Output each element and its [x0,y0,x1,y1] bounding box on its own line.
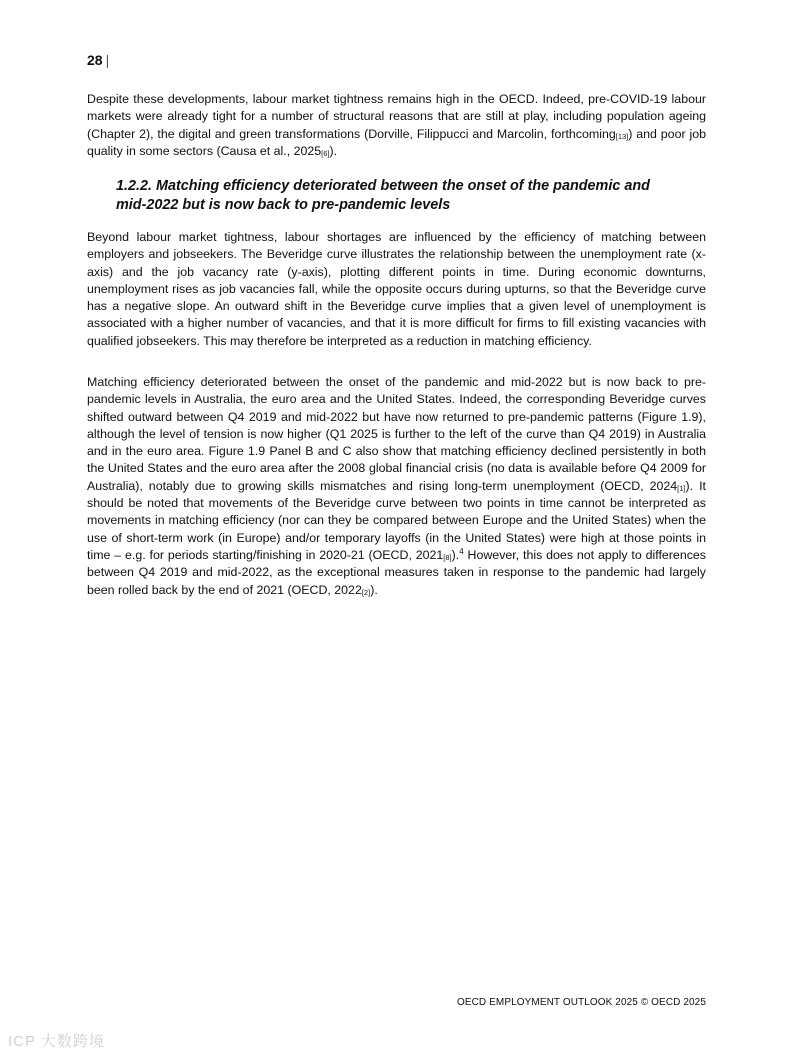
citation-ref: [13] [615,131,629,141]
para2-text-3: ). [451,547,460,562]
page-footer: OECD EMPLOYMENT OUTLOOK 2025 © OECD 2025 [456,997,706,1008]
para2-text-2: ). It should be noted that movements of the Beveridge curve between two points in time cannot be interpreted as movements in matching efficiency (nor can they be compared between Europe and the United States) when the use of short-term work (in Europe) and/or temporary layoffs (in the United States) were high at those points in time – e.g. for periods starting/finishing in 2020-21 (OECD, 2021 [87,478,706,562]
intro-text-2: ) and poor job quality in some sectors (Causa et al., 2025 [87,126,706,158]
citation-ref: [1] [677,483,686,493]
footnote-ref[interactable]: 4 [459,546,464,556]
body-paragraph-1: Beyond labour market tightness, labour shortages are influenced by the efficiency of matching between employers and jobseekers. The Beveridge curve illustrates the relationship between the unemployment rate (x-axis) and the job vacancy rate (y-axis), plotting different points in time. During economic downturns, unemployment rises as job vacancies fall, while the opposite occurs during upturns, so that the Beveridge curve has a negative slope. An outward shift in the Beveridge curve implies that a given level of unemployment is associated with a higher number of vacancies, and that it is more difficult for firms to fill existing vacancies with qualified jobseekers. This may therefore be interpreted as a reduction in matching efficiency. [87,230,706,348]
section-heading: 1.2.2. Matching efficiency deteriorated between the onset of the pandemic and mid-2022 but is now back to pre-pandemic levels [116,178,650,213]
intro-text-1: Despite these developments, labour market tightness remains high in the OECD. Indeed, pre-COVID-19 labour markets were already tight for a number of structural reasons that are still at play, including population ageing (Chapter 2), the digital and green transformations (Dorville, Filippucci and Marcolin, forthcoming [87,92,706,141]
watermark-logo: ICP 大数跨境 [8,1033,105,1050]
para2-text-5: ). [370,582,378,597]
page-number-separator: | [105,52,110,68]
intro-text-3: ). [329,143,338,158]
page-number [87,52,109,68]
page-number-value: 28 [87,52,103,68]
citation-ref: [6] [321,148,330,158]
para2-text-1: Matching efficiency deteriorated between the onset of the pandemic and mid-2022 but is now back to pre-pandemic levels in Australia, the euro area and the United States. Indeed, the corresponding Beveridge curves shifted outward between Q4 2019 and mid-2022 but have now returned to pre-pandemic patterns (Figure 1.9), although the level of tension is now higher (Q1 2025 is further to the left of the curve than Q4 2019) in Australia and in the euro area. Figure 1.9 Panel B and C also show that matching efficiency declined persistently in both the United States and the euro area after the 2008 global financial crisis (no data is available before Q4 2009 for Australia), notably due to growing skills mismatches and rising long-term unemployment (OECD, 2024 [87,375,706,493]
citation-ref: [8] [443,552,452,562]
intro-paragraph [87,91,706,160]
citation-ref: [2] [361,587,371,597]
para2-text-4: However, this does not apply to differences between Q4 2019 and mid-2022, as the exceptional measures taken in response to the pandemic had largely been rolled back by the end of 2021 (OECD, 2022 [87,547,706,597]
body-paragraph-2 [87,374,706,599]
